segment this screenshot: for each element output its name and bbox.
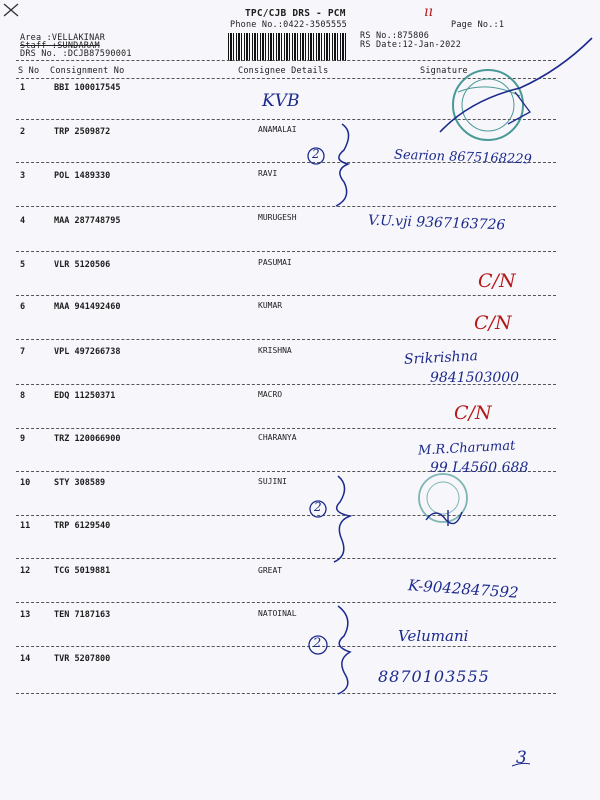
handwritten-group-count: 2 [313, 636, 322, 651]
row-consignment: TRP 2509872 [54, 127, 111, 137]
row-consignment: BBI 100017545 [54, 83, 121, 93]
row-sno: 2 [20, 127, 26, 137]
page-number: Page No.:1 [451, 20, 505, 30]
row-consignee: SUJINI [258, 477, 287, 486]
handwritten-phone: 99 L4560 688 [430, 460, 529, 476]
handwritten-signature: M.R.Charumat [417, 438, 516, 459]
drs-number: DRS No. :DCJB87590001 [20, 49, 132, 59]
handwritten-page-number: 3 [516, 748, 527, 768]
row-consignment: STY 308589 [54, 478, 106, 488]
col-consignee: Consignee Details [238, 66, 329, 76]
row-consignment: POL 1489330 [54, 171, 111, 181]
row-sno: 7 [20, 347, 26, 357]
row-consignee: PASUMAI [258, 258, 292, 267]
row-sno: 13 [20, 610, 31, 620]
row-consignment: MAA 287748795 [54, 216, 121, 226]
handwritten-signature: Srikrishna [403, 348, 479, 368]
row-consignee: MACRO [258, 390, 283, 399]
handwritten-signature: V.U.vji 9367163726 [367, 212, 506, 234]
row-consignment: MAA 941492460 [54, 302, 121, 312]
handwritten-group-count: 2 [314, 500, 322, 514]
row-consignee: CHARANYA [258, 433, 297, 442]
row-consignee: NATOINAL [258, 609, 297, 618]
row-sno: 14 [20, 654, 31, 664]
row-sno: 8 [20, 391, 26, 401]
col-sno: S No [18, 66, 40, 76]
row-consignment: TVR 5207800 [54, 654, 111, 664]
row-consignment: TEN 7187163 [54, 610, 111, 620]
row-consignment: VLR 5120506 [54, 260, 111, 270]
row-sno: 4 [20, 216, 26, 226]
handwritten-signature: K-9042847592 [407, 576, 520, 602]
handwritten-cn: C/N [454, 402, 492, 424]
rs-date: RS Date:12-Jan-2022 [360, 40, 462, 50]
handwritten-cn: C/N [474, 312, 512, 334]
row-consignee: KUMAR [258, 301, 283, 310]
col-consignment: Consignment No [50, 66, 125, 76]
row-consignment: EDQ 11250371 [54, 391, 116, 401]
handwritten-cn: C/N [478, 270, 516, 292]
handwritten-phone: 9841503000 [430, 370, 520, 386]
row-sno: 9 [20, 434, 26, 444]
phone-number: Phone No.:0422-3505555 [230, 20, 347, 30]
row-consignee: MURUGESH [258, 213, 297, 222]
row-consignee: RAVI [258, 169, 278, 178]
row-consignment: VPL 497266738 [54, 347, 121, 357]
area-label: Area :VELLAKINAR [20, 33, 106, 43]
row-consignment: TRZ 120066900 [54, 434, 121, 444]
document-title: TPC/CJB DRS - PCM [245, 8, 346, 19]
row-consignee: GREAT [258, 566, 283, 575]
rs-number: RS No.:875806 [360, 31, 430, 41]
row-sno: 11 [20, 521, 31, 531]
handwritten-signature: Velumani [398, 627, 469, 645]
row-sno: 10 [20, 478, 31, 488]
handwritten-phone: 8870103555 [378, 667, 490, 686]
staff-label: Staff :SUNDARAM [20, 41, 100, 51]
company-stamp [419, 474, 467, 522]
row-consignee: KRISHNA [258, 346, 292, 355]
row-consignee: ANAMALAI [258, 125, 297, 134]
row-sno: 1 [20, 83, 26, 93]
handwritten-group-count: 2 [312, 147, 320, 161]
row-sno: 5 [20, 260, 26, 270]
ink-mark: ıı [424, 4, 433, 20]
row-sno: 6 [20, 302, 26, 312]
row-consignment: TRP 6129540 [54, 521, 111, 531]
row-sno: 3 [20, 171, 26, 181]
row-consignment: TCG 5019881 [54, 566, 111, 576]
col-signature: Signature [420, 66, 468, 76]
row-sno: 12 [20, 566, 31, 576]
handwritten-signature: Searion 8675168229 [393, 147, 532, 168]
handwritten-kvb: KVB [262, 91, 300, 111]
company-stamp [453, 70, 523, 140]
